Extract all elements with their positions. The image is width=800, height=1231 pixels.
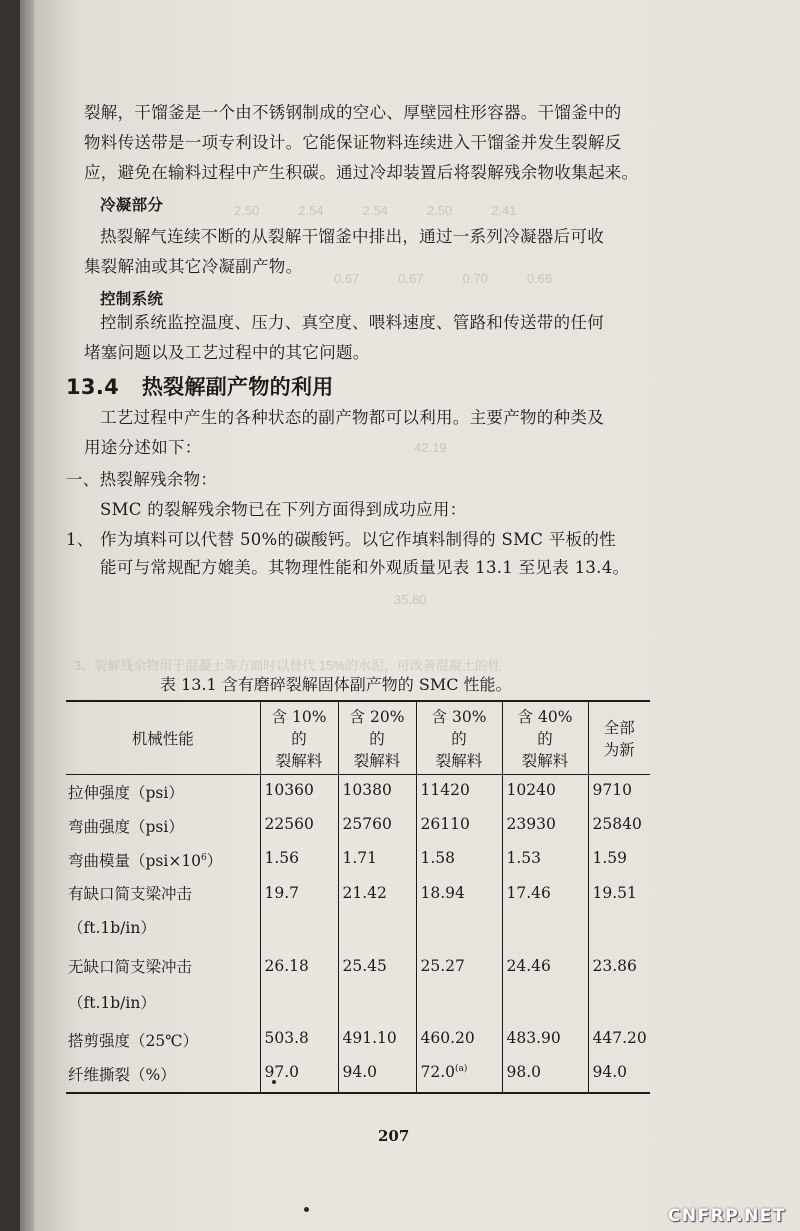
section-heading	[66, 374, 334, 400]
table-header-row	[66, 701, 650, 775]
list-item-line: 作为填料可以代替 50%的碳酸钙。以它作填料制得的 SMC 平板的性	[100, 530, 616, 549]
table-cell: 94.0	[338, 1057, 416, 1093]
bleed-through-text: 42.19	[414, 440, 447, 455]
table-cell: 10240	[502, 775, 588, 807]
table-cell: 72.0$^{(a)}$	[416, 1057, 502, 1093]
paragraph-line: 热裂解气连续不断的从裂解干馏釜中排出，通过一系列冷凝器后可收	[100, 227, 604, 246]
row-label: 无缺口简支梁冲击 （ft.1b/in）	[68, 957, 193, 1012]
table-cell: 1.59	[588, 841, 650, 875]
bleed-through-text: 3、裂解残余物用于混凝土等方面时以替代 15%的水泥，可改善混凝土的性	[74, 658, 501, 673]
table-cell: 26.18	[260, 947, 338, 1023]
paragraph-line: SMC 的裂解残余物已在下列方面得到成功应用：	[100, 500, 467, 519]
table-cell: 1.53	[502, 841, 588, 875]
column-header: 全部 为新	[588, 701, 650, 775]
table-row	[66, 1057, 650, 1093]
column-header: 含 10% 的 裂解料	[260, 701, 338, 775]
list-number: 1、	[66, 530, 94, 549]
row-label: 有缺口简支梁冲击 （ft.1b/in）	[68, 884, 193, 937]
row-label: 纤维撕裂（%）	[68, 1065, 176, 1084]
table-cell: 25760	[338, 807, 416, 841]
table-caption: 表 13.1 含有磨碎裂解固体副产物的 SMC 性能。	[160, 675, 512, 694]
paragraph-line: 裂解，干馏釜是一个由不锈钢制成的空心、厚壁园柱形容器。干馏釜中的	[84, 103, 622, 122]
table-cell: 19.7	[260, 875, 338, 947]
table-cell: 17.46	[502, 875, 588, 947]
table-row	[66, 841, 650, 875]
subheading-control: 控制系统	[100, 290, 164, 308]
row-label: 拉伸强度（psi）	[68, 784, 184, 802]
list-item-line: 能可与常规配方媲美。其物理性能和外观质量见表 13.1 至见表 13.4。	[100, 558, 630, 577]
bleed-through-text: 35.80	[394, 592, 427, 607]
book-page	[34, 0, 800, 1231]
column-header: 含 40% 的 裂解料	[502, 701, 588, 775]
row-label: 弯曲强度（psi）	[68, 817, 184, 836]
smc-properties-table	[66, 700, 650, 1094]
table-cell: 10380	[338, 775, 416, 807]
ink-speck	[304, 1207, 309, 1212]
column-header: 机械性能	[131, 730, 194, 748]
table-cell: 25840	[588, 807, 650, 841]
table-cell: 10360	[260, 775, 338, 807]
table-cell: 97.0	[260, 1057, 338, 1093]
table-row	[66, 775, 650, 807]
table-cell: 1.71	[338, 841, 416, 875]
table-cell: 23.86	[588, 947, 650, 1023]
bleed-through-text: 2.50 2.54 2.54 2.50 2.41	[234, 203, 517, 218]
table-cell: 23930	[502, 807, 588, 841]
table-cell: 25.27	[416, 947, 502, 1023]
table-cell: 26110	[416, 807, 502, 841]
row-label: 弯曲模量$(psi\times 10^6)$	[68, 851, 223, 870]
page-number: 207	[378, 1127, 410, 1145]
table-cell: 460.20	[416, 1023, 502, 1057]
table-cell: 25.45	[338, 947, 416, 1023]
table-cell: 98.0	[502, 1057, 588, 1093]
table-cell: 503.8	[260, 1023, 338, 1057]
section-title: 热裂解副产物的利用	[141, 375, 334, 399]
table-row	[66, 947, 650, 1023]
table-cell: 491.10	[338, 1023, 416, 1057]
table-cell: 21.42	[338, 875, 416, 947]
column-header: 含 30% 的 裂解料	[416, 701, 502, 775]
table-cell: 447.20	[588, 1023, 650, 1057]
table-row	[66, 1023, 650, 1057]
column-header: 含 20% 的 裂解料	[338, 701, 416, 775]
table-cell: 483.90	[502, 1023, 588, 1057]
watermark-logo: CNFRP.NET	[667, 1206, 786, 1226]
paragraph-line: 应，避免在输料过程中产生积碳。通过冷却装置后将裂解残余物收集起来。	[84, 163, 639, 182]
subheading-condense: 冷凝部分	[100, 196, 164, 214]
paragraph-line: 用途分述如下：	[84, 438, 202, 457]
table-cell: 94.0	[588, 1057, 650, 1093]
bleed-through-text: 0.67 0.67 0.70 0.66	[334, 271, 553, 286]
paragraph-line: 工艺过程中产生的各种状态的副产物都可以利用。主要产物的种类及	[100, 408, 604, 427]
table-cell: 11420	[416, 775, 502, 807]
table-cell: 24.46	[502, 947, 588, 1023]
table-row	[66, 875, 650, 947]
paragraph-line: 堵塞问题以及工艺过程中的其它问题。	[84, 343, 370, 362]
section-number: 13.4	[66, 375, 120, 399]
book-binding-shadow	[0, 0, 20, 1231]
table-cell: 19.51	[588, 875, 650, 947]
table-cell: 18.94	[416, 875, 502, 947]
list-heading: 一、热裂解残余物：	[66, 470, 218, 489]
row-label: 搭剪强度（25℃）	[68, 1031, 199, 1050]
table-cell: 9710	[588, 775, 650, 807]
ink-speck	[272, 1080, 276, 1084]
table-cell: 1.56	[260, 841, 338, 875]
table-cell: 1.58	[416, 841, 502, 875]
paragraph-line: 集裂解油或其它冷凝副产物。	[84, 257, 303, 276]
footnote-marker: (a)	[455, 1063, 468, 1074]
paragraph-line: 控制系统监控温度、压力、真空度、喂料速度、管路和传送带的任何	[100, 313, 604, 332]
table-cell: 22560	[260, 807, 338, 841]
paragraph-line: 物料传送带是一项专利设计。它能保证物料连续进入干馏釜并发生裂解反	[84, 133, 622, 152]
table-row	[66, 807, 650, 841]
